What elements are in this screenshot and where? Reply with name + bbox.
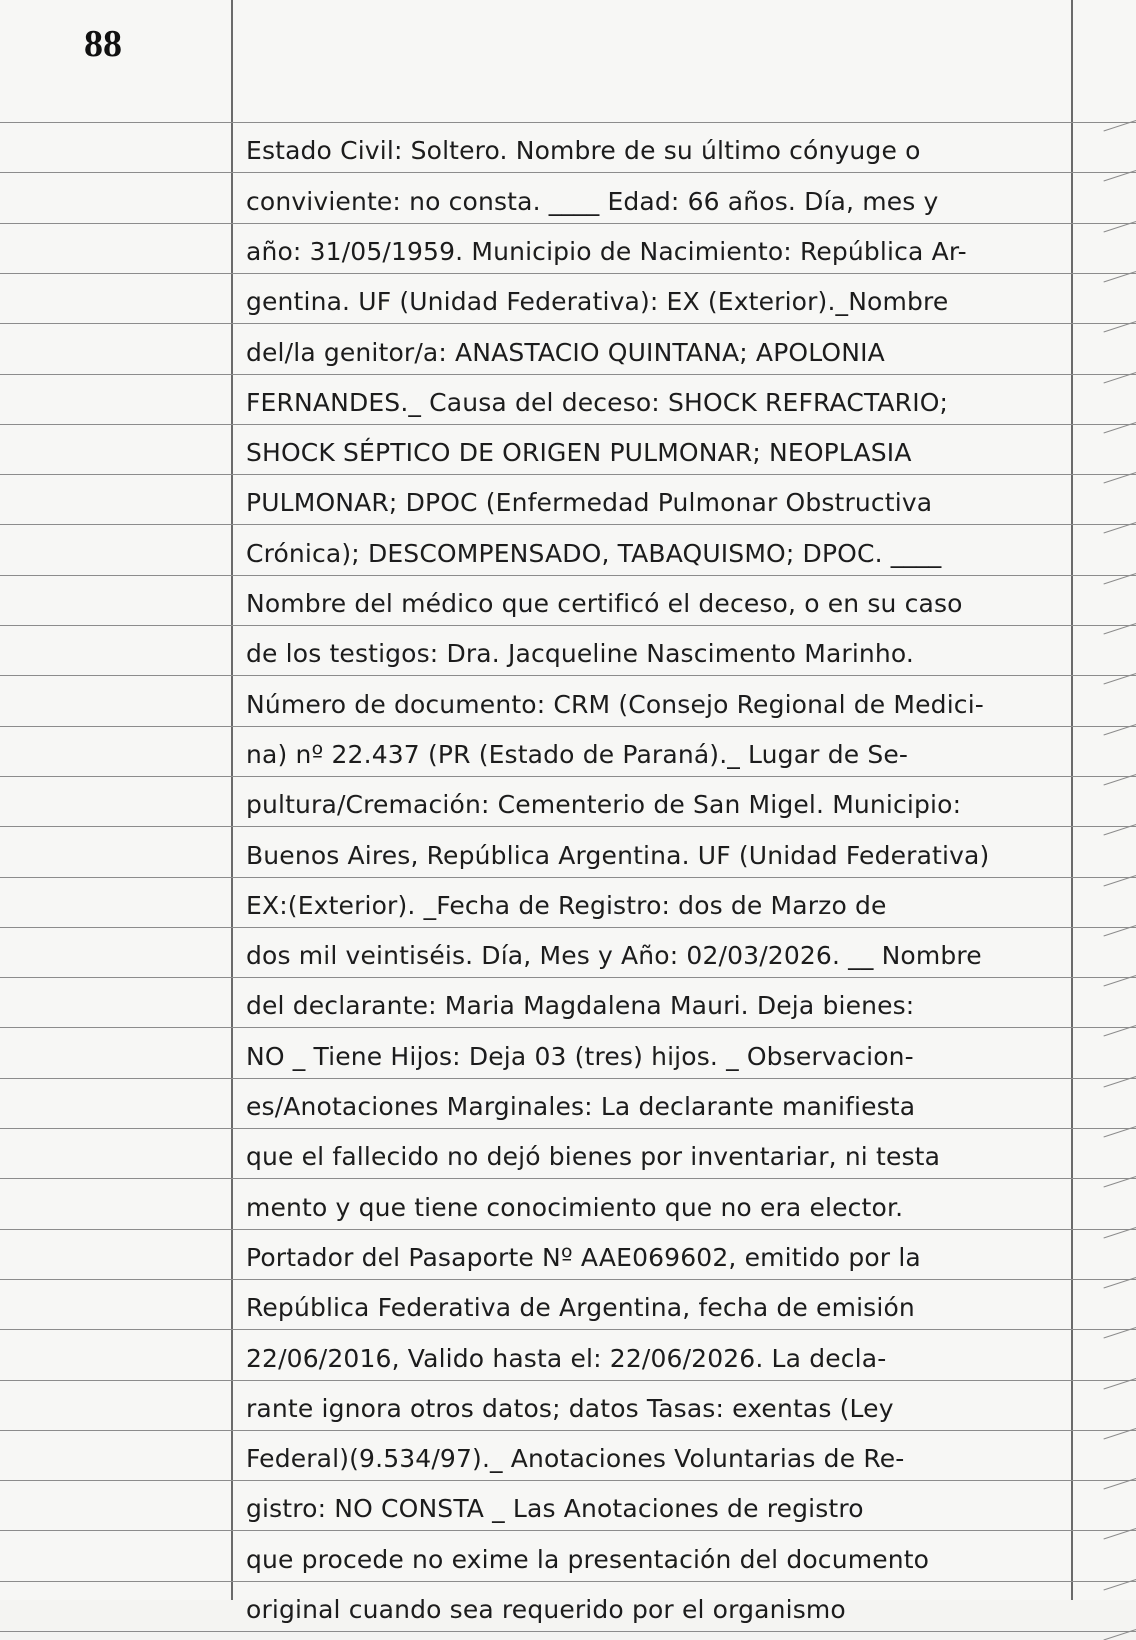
handwritten-line: Nombre del médico que certificó el deceso, o en su caso bbox=[246, 589, 963, 618]
handwritten-line: Estado Civil: Soltero. Nombre de su último cónyuge o bbox=[246, 136, 921, 165]
handwritten-line: NO _ Tiene Hijos: Deja 03 (tres) hijos. _ Observacion- bbox=[246, 1042, 914, 1071]
handwritten-line: de los testigos: Dra. Jacqueline Nascimento Marinho. bbox=[246, 639, 915, 668]
handwritten-line: dos mil veintiséis. Día, Mes y Año: 02/03/2026. __ Nombre bbox=[246, 941, 982, 970]
handwritten-line: na) nº 22.437 (PR (Estado de Paraná)._ Lugar de Se- bbox=[246, 740, 909, 769]
handwritten-line: conviviente: no consta. ____ Edad: 66 años. Día, mes y bbox=[246, 187, 939, 216]
handwritten-line: original cuando sea requerido por el organismo bbox=[246, 1595, 846, 1624]
handwritten-line: SHOCK SÉPTICO DE ORIGEN PULMONAR; NEOPLASIA bbox=[246, 438, 912, 467]
handwritten-line: EX:(Exterior). _Fecha de Registro: dos de Marzo de bbox=[246, 891, 887, 920]
handwritten-line: rante ignora otros datos; datos Tasas: exentas (Ley bbox=[246, 1394, 894, 1423]
handwritten-line: gistro: NO CONSTA _ Las Anotaciones de registro bbox=[246, 1494, 864, 1523]
handwritten-line: que el fallecido no dejó bienes por inventariar, ni testa bbox=[246, 1142, 941, 1171]
handwritten-line: FERNANDES._ Causa del deceso: SHOCK REFRACTARIO; bbox=[246, 388, 949, 417]
ruled-line bbox=[0, 122, 1136, 123]
handwritten-line: 22/06/2016, Valido hasta el: 22/06/2026. La decla- bbox=[246, 1344, 887, 1373]
handwritten-line: del declarante: Maria Magdalena Mauri. Deja bienes: bbox=[246, 991, 915, 1020]
handwritten-line: Portador del Pasaporte Nº AAE069602, emitido por la bbox=[246, 1243, 921, 1272]
right-margin-rule bbox=[1071, 0, 1073, 1600]
page-number: 88 bbox=[84, 23, 122, 65]
handwritten-line: Federal)(9.534/97)._ Anotaciones Voluntarias de Re- bbox=[246, 1444, 905, 1473]
handwritten-line: es/Anotaciones Marginales: La declarante manifiesta bbox=[246, 1092, 916, 1121]
handwritten-line: mento y que tiene conocimiento que no era elector. bbox=[246, 1193, 904, 1222]
handwritten-line: República Federativa de Argentina, fecha de emisión bbox=[246, 1293, 915, 1322]
handwritten-line: año: 31/05/1959. Municipio de Nacimiento: República Ar- bbox=[246, 237, 967, 266]
handwritten-line: pultura/Cremación: Cementerio de San Migel. Municipio: bbox=[246, 790, 962, 819]
handwritten-line: gentina. UF (Unidad Federativa): EX (Exterior)._Nombre bbox=[246, 287, 949, 316]
handwritten-line: Número de documento: CRM (Consejo Regional de Medici- bbox=[246, 690, 984, 719]
handwritten-line: del/la genitor/a: ANASTACIO QUINTANA; APOLONIA bbox=[246, 338, 885, 367]
handwritten-line: Buenos Aires, República Argentina. UF (Unidad Federativa) bbox=[246, 841, 990, 870]
handwritten-line: que procede no exime la presentación del documento bbox=[246, 1545, 930, 1574]
handwritten-line: Crónica); DESCOMPENSADO, TABAQUISMO; DPOC. ____ bbox=[246, 539, 942, 568]
left-margin-rule bbox=[231, 0, 233, 1600]
handwritten-line: PULMONAR; DPOC (Enfermedad Pulmonar Obstructiva bbox=[246, 488, 933, 517]
